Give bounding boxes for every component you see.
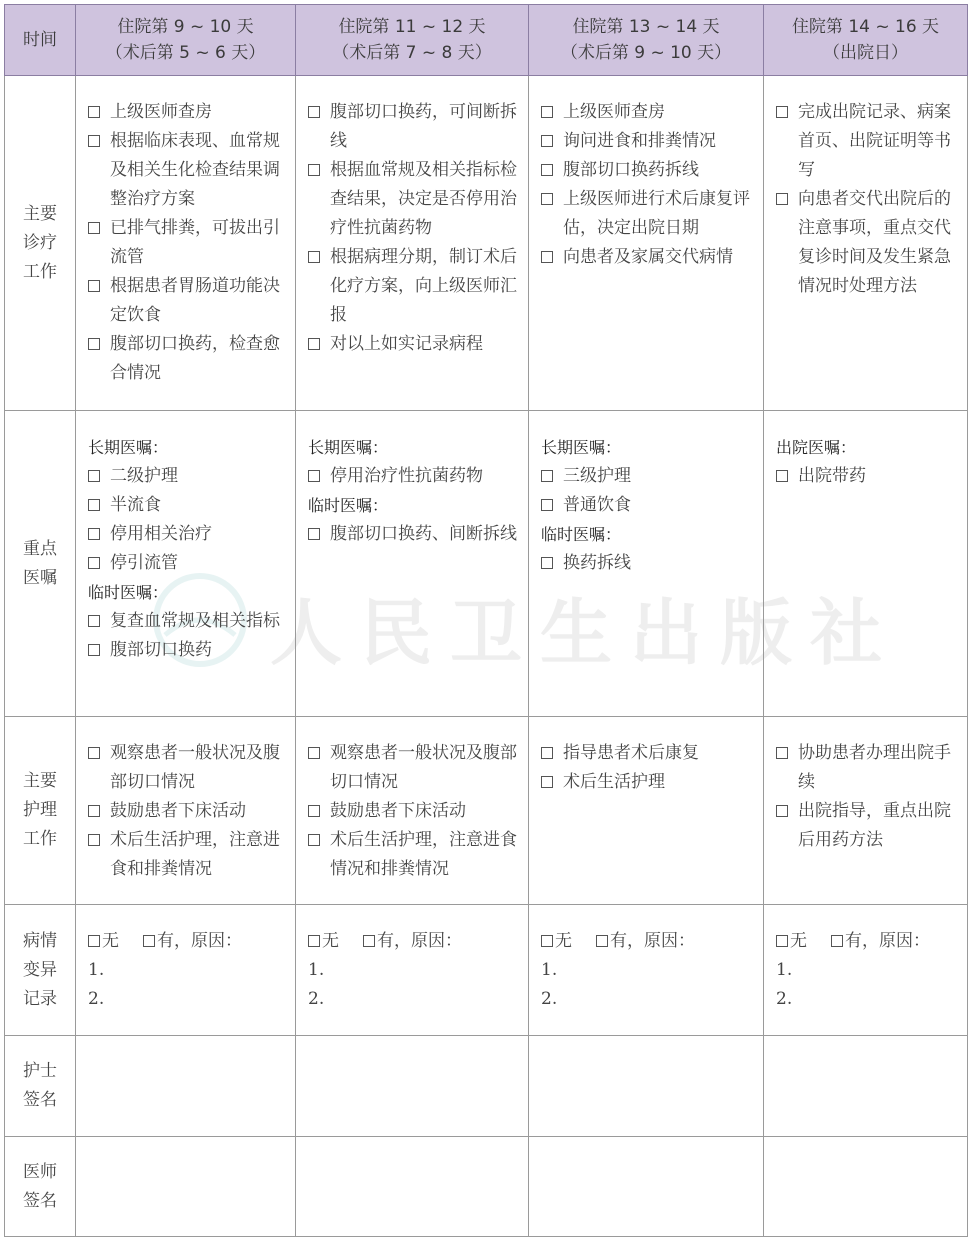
item-text: 协助患者办理出院手续 (798, 743, 951, 792)
checklist-item (88, 127, 289, 214)
item-text: 三级护理 (563, 466, 631, 486)
checklist-item (88, 491, 289, 520)
checklist-item (308, 243, 522, 330)
checkbox[interactable] (308, 164, 320, 176)
doctor-signature-field-3[interactable] (529, 1137, 764, 1237)
checklist-item (541, 739, 757, 768)
nursing-cell-3 (529, 717, 764, 905)
discharge-orders-title: 出院医嘱： (776, 438, 857, 457)
yes-checkbox[interactable] (596, 935, 608, 947)
diagnosis-cell-1 (76, 76, 296, 411)
reason-line-2[interactable]: 2. (776, 989, 793, 1009)
item-text: 根据病理分期，制订术后化疗方案，向上级医师汇报 (330, 247, 517, 325)
header-col-3 (529, 5, 764, 76)
checkbox[interactable] (541, 557, 553, 569)
checkbox[interactable] (541, 747, 553, 759)
item-text: 停用治疗性抗菌药物 (330, 466, 483, 486)
row-label-text: 工作 (23, 829, 57, 849)
row-label-text: 护理 (23, 800, 57, 820)
header-col-3-line1: 住院第 13 ~ 14 天 (572, 17, 720, 37)
item-text: 停用相关治疗 (110, 524, 212, 544)
checklist-item (88, 549, 289, 578)
header-col-1-line2: （术后第 5 ~ 6 天） (105, 43, 266, 63)
checklist-item (308, 520, 522, 549)
checklist-item (776, 98, 961, 185)
item-text: 鼓励患者下床活动 (110, 801, 246, 821)
row-label-doctor-signature (5, 1137, 76, 1237)
nurse-signature-field-1[interactable] (76, 1036, 296, 1137)
checklist-item (88, 330, 289, 388)
checklist-item (308, 739, 522, 797)
yes-label: 有，原因： (610, 931, 695, 951)
row-orders (5, 411, 968, 717)
diagnosis-cell-3 (529, 76, 764, 411)
none-label: 无 (102, 931, 119, 951)
item-text: 术后生活护理 (563, 772, 665, 792)
checklist-item (776, 739, 961, 797)
item-text: 观察患者一般状况及腹部切口情况 (110, 743, 280, 792)
checkbox[interactable] (776, 747, 788, 759)
item-text: 腹部切口换药，检查愈合情况 (110, 334, 280, 383)
reason-line-2[interactable]: 2. (88, 989, 105, 1009)
long-term-orders-title: 长期医嘱： (308, 438, 389, 457)
checklist-item (541, 462, 757, 491)
checkbox[interactable] (88, 644, 100, 656)
checklist-item (88, 636, 289, 665)
row-label-nurse-signature (5, 1036, 76, 1137)
orders-cell-2 (296, 411, 529, 717)
checklist-item (308, 98, 522, 156)
row-label-text: 护士 (23, 1061, 57, 1081)
reason-line-1[interactable]: 1. (541, 960, 558, 980)
header-time: 时间 (5, 5, 76, 76)
item-text: 指导患者术后康复 (563, 743, 699, 763)
checkbox[interactable] (88, 834, 100, 846)
row-doctor-signature (5, 1137, 968, 1237)
yes-checkbox[interactable] (363, 935, 375, 947)
checklist-item (541, 549, 757, 578)
checklist-item (541, 98, 757, 127)
row-label-text: 医嘱 (23, 567, 57, 588)
checkbox[interactable] (88, 106, 100, 118)
row-label-text: 签名 (23, 1090, 57, 1110)
checklist-item (541, 768, 757, 797)
row-label-text: 主要 (23, 771, 57, 791)
diagnosis-cell-2 (296, 76, 529, 411)
item-text: 完成出院记录、病案首页、出院证明等书写 (798, 102, 951, 180)
checklist-item (776, 797, 961, 855)
none-checkbox[interactable] (776, 935, 788, 947)
header-col-1-line1: 住院第 9 ~ 10 天 (117, 17, 254, 37)
checkbox[interactable] (88, 557, 100, 569)
reason-line-1[interactable]: 1. (88, 960, 105, 980)
checkbox[interactable] (88, 747, 100, 759)
header-col-3-line2: （术后第 9 ~ 10 天） (560, 43, 732, 63)
item-text: 停引流管 (110, 553, 178, 573)
item-text: 向患者及家属交代病情 (563, 247, 733, 267)
none-label: 无 (322, 931, 339, 951)
checklist-item (88, 462, 289, 491)
orders-cell-3 (529, 411, 764, 717)
item-text: 根据血常规及相关指标检查结果，决定是否停用治疗性抗菌药物 (330, 160, 517, 238)
yes-label: 有，原因： (845, 931, 930, 951)
checkbox[interactable] (88, 805, 100, 817)
nursing-cell-2 (296, 717, 529, 905)
header-col-4 (764, 5, 968, 76)
yes-label: 有，原因： (157, 931, 242, 951)
item-text: 腹部切口换药 (110, 640, 212, 660)
item-text: 向患者交代出院后的注意事项，重点交代复诊时间及发生紧急情况时处理方法 (798, 189, 951, 296)
none-checkbox[interactable] (541, 935, 553, 947)
header-col-4-line1: 住院第 14 ~ 16 天 (791, 17, 940, 37)
reason-line-2[interactable]: 2. (541, 989, 558, 1009)
item-text: 出院带药 (798, 466, 866, 486)
header-row (5, 5, 968, 76)
variation-cell-4 (764, 905, 968, 1036)
row-label-text: 病情 (23, 930, 57, 951)
checklist-item (88, 520, 289, 549)
checkbox[interactable] (308, 470, 320, 482)
nurse-signature-field-4[interactable] (764, 1036, 968, 1137)
row-label-text: 记录 (23, 988, 57, 1009)
checkbox[interactable] (308, 834, 320, 846)
variation-cell-3 (529, 905, 764, 1036)
checklist-item (88, 607, 289, 636)
checklist-item (541, 185, 757, 243)
row-label-orders (5, 411, 76, 717)
checkbox[interactable] (541, 776, 553, 788)
item-text: 出院指导，重点出院后用药方法 (798, 801, 951, 850)
checkbox[interactable] (308, 747, 320, 759)
header-col-2-line2: （术后第 7 ~ 8 天） (332, 43, 492, 63)
row-variation (5, 905, 968, 1036)
checklist-item (308, 156, 522, 243)
row-label-text: 主要 (23, 203, 57, 224)
row-diagnosis (5, 76, 968, 411)
checkbox[interactable] (541, 470, 553, 482)
item-text: 腹部切口换药、间断拆线 (330, 524, 517, 544)
yes-checkbox[interactable] (831, 935, 843, 947)
doctor-signature-field-1[interactable] (76, 1137, 296, 1237)
checkbox[interactable] (88, 615, 100, 627)
row-label-variation (5, 905, 76, 1036)
checklist-item (88, 739, 289, 797)
checklist-item (88, 214, 289, 272)
row-label-diagnosis (5, 76, 76, 411)
checkbox[interactable] (308, 251, 320, 263)
variation-cell-1 (76, 905, 296, 1036)
variation-cell-2 (296, 905, 529, 1036)
checkbox[interactable] (88, 222, 100, 234)
checkbox[interactable] (308, 528, 320, 540)
long-term-orders-title: 长期医嘱： (541, 438, 622, 457)
temporary-orders-title: 临时医嘱： (308, 496, 389, 515)
checklist-item (88, 98, 289, 127)
long-term-orders-title: 长期医嘱： (88, 438, 169, 457)
checklist-item (776, 462, 961, 491)
item-text: 上级医师查房 (563, 102, 665, 122)
row-label-text: 变异 (23, 959, 57, 980)
item-text: 普通饮食 (563, 495, 631, 515)
item-text: 上级医师进行术后康复评估，决定出院日期 (563, 189, 750, 238)
item-text: 复查血常规及相关指标 (110, 611, 280, 631)
checklist-item (308, 330, 522, 359)
checkbox[interactable] (308, 106, 320, 118)
row-label-text: 签名 (23, 1190, 57, 1211)
item-text: 术后生活护理，注意进食和排粪情况 (110, 830, 280, 879)
checkbox[interactable] (88, 280, 100, 292)
checkbox[interactable] (541, 164, 553, 176)
checkbox[interactable] (88, 470, 100, 482)
reason-line-1[interactable]: 1. (776, 960, 793, 980)
doctor-signature-field-2[interactable] (296, 1137, 529, 1237)
item-text: 腹部切口换药拆线 (563, 160, 699, 180)
header-col-4-line2: （出院日） (823, 43, 908, 63)
item-text: 术后生活护理，注意进食情况和排粪情况 (330, 830, 517, 879)
item-text: 换药拆线 (563, 553, 631, 573)
item-text: 半流食 (110, 495, 161, 515)
checkbox[interactable] (541, 499, 553, 511)
reason-line-1[interactable]: 1. (308, 960, 325, 980)
item-text: 腹部切口换药，可间断拆线 (330, 102, 517, 151)
checkbox[interactable] (88, 338, 100, 350)
checkbox[interactable] (776, 805, 788, 817)
item-text: 二级护理 (110, 466, 178, 486)
checkbox[interactable] (541, 251, 553, 263)
clinical-pathway-table (4, 4, 968, 1237)
checkbox[interactable] (308, 338, 320, 350)
item-text: 已排气排粪，可拔出引流管 (110, 218, 280, 267)
checkbox[interactable] (308, 805, 320, 817)
item-text: 观察患者一般状况及腹部切口情况 (330, 743, 517, 792)
checklist-item (776, 185, 961, 301)
yes-label: 有，原因： (377, 931, 462, 951)
watermark-text: 人民卫生出版社 (270, 590, 901, 675)
row-label-text: 工作 (23, 261, 57, 282)
row-nurse-signature (5, 1036, 968, 1137)
none-checkbox[interactable] (308, 935, 320, 947)
checklist-item (308, 462, 522, 491)
item-text: 根据临床表现、血常规及相关生化检查结果调整治疗方案 (110, 131, 280, 209)
orders-cell-1 (76, 411, 296, 717)
none-label: 无 (555, 931, 572, 951)
header-col-1 (76, 5, 296, 76)
checklist-item (308, 826, 522, 884)
checkbox[interactable] (88, 499, 100, 511)
checklist-item (541, 491, 757, 520)
orders-cell-4 (764, 411, 968, 717)
checkbox[interactable] (88, 135, 100, 147)
checklist-item (308, 797, 522, 826)
header-col-2-line1: 住院第 11 ~ 12 天 (338, 17, 486, 37)
nursing-cell-1 (76, 717, 296, 905)
diagnosis-cell-4 (764, 76, 968, 411)
item-text: 询问进食和排粪情况 (563, 131, 716, 151)
checkbox[interactable] (541, 135, 553, 147)
checkbox[interactable] (776, 193, 788, 205)
item-text: 对以上如实记录病程 (330, 334, 483, 354)
checkbox[interactable] (776, 106, 788, 118)
checklist-item (541, 127, 757, 156)
nursing-cell-4 (764, 717, 968, 905)
checklist-item (88, 797, 289, 826)
checklist-item (541, 156, 757, 185)
doctor-signature-field-4[interactable] (764, 1137, 968, 1237)
yes-checkbox[interactable] (143, 935, 155, 947)
item-text: 根据患者胃肠道功能决定饮食 (110, 276, 280, 325)
checkbox[interactable] (88, 528, 100, 540)
none-checkbox[interactable] (88, 935, 100, 947)
nurse-signature-field-3[interactable] (529, 1036, 764, 1137)
checklist-item (88, 272, 289, 330)
nurse-signature-field-2[interactable] (296, 1036, 529, 1137)
item-text: 上级医师查房 (110, 102, 212, 122)
checkbox[interactable] (541, 193, 553, 205)
checklist-item (88, 826, 289, 884)
checkbox[interactable] (541, 106, 553, 118)
row-label-text: 医师 (23, 1161, 57, 1182)
item-text: 鼓励患者下床活动 (330, 801, 466, 821)
row-label-nursing (5, 717, 76, 905)
row-nursing (5, 717, 968, 905)
temporary-orders-title: 临时医嘱： (541, 525, 622, 544)
header-col-2 (296, 5, 529, 76)
row-label-text: 重点 (23, 538, 57, 559)
reason-line-2[interactable]: 2. (308, 989, 325, 1009)
temporary-orders-title: 临时医嘱： (88, 583, 169, 602)
none-label: 无 (790, 931, 807, 951)
row-label-text: 诊疗 (23, 232, 57, 253)
checklist-item (541, 243, 757, 272)
checkbox[interactable] (776, 470, 788, 482)
